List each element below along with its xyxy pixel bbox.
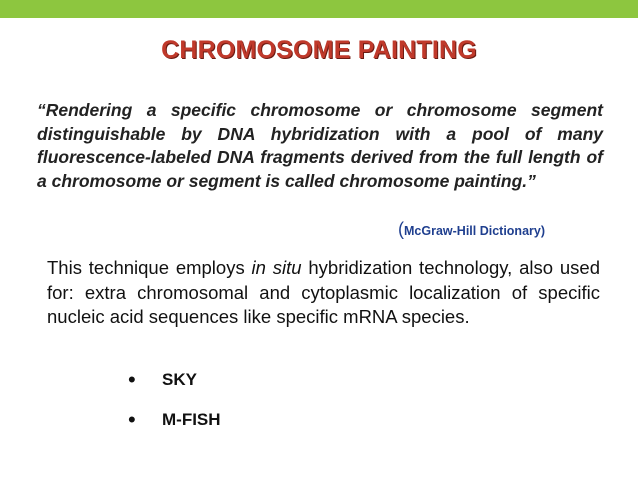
technique-list [128,360,221,440]
body-text-start: This technique employs [47,257,252,278]
bullet-dot-icon: • [128,407,136,432]
slide-title: CHROMOSOME PAINTING [161,36,477,64]
bullet-label: SKY [162,370,197,389]
body-paragraph [47,256,600,330]
bullet-dot-icon: • [128,367,136,392]
body-text-end: hybridization technology, also used for: extra chromosomal and cytoplasmic localization of specific nucleic acid sequences like specific mRNA species. [47,257,600,327]
quote-source [398,219,545,240]
list-item [128,400,221,440]
source-open-paren: ( [398,219,404,239]
top-accent-bar [0,0,638,18]
list-item [128,360,221,400]
body-text-emphasis: in situ [251,257,302,278]
source-text: McGraw-Hill Dictionary) [404,224,545,238]
bullet-label: M-FISH [162,410,221,429]
definition-quote: “Rendering a specific chromosome or chromosome segment distinguishable by DNA hybridization with a pool of many fluorescence-labeled DNA fragments derived from the full length of a chromosome or segment is called chromosome painting.” [37,100,603,191]
